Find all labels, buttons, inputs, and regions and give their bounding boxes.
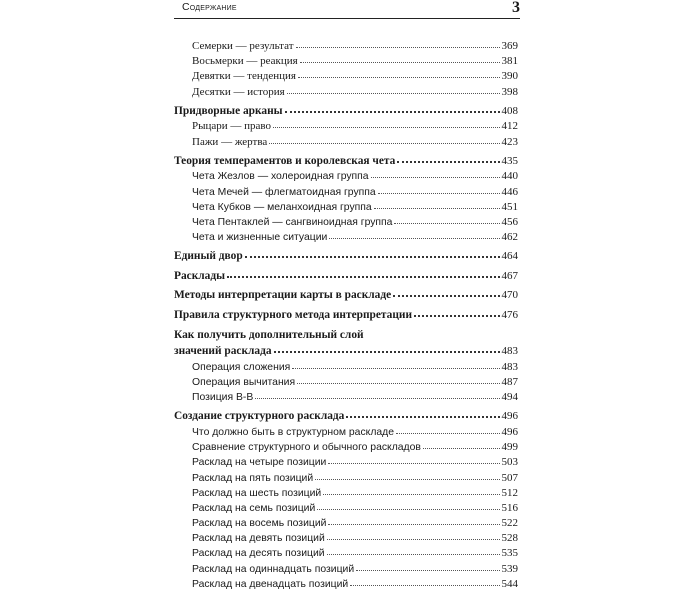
dot-leader [269, 134, 499, 144]
toc-entry-title: Девятки — тенденция [192, 70, 296, 83]
toc-entry-title: Операция сложения [192, 361, 291, 373]
dot-leader [245, 247, 500, 258]
toc-entry-title: Расклады [174, 269, 226, 282]
toc-entry [174, 486, 518, 501]
toc-entry [174, 215, 518, 230]
toc-entry-page: 451 [501, 200, 518, 213]
toc-entry-title: Сравнение структурного и обычного раскладов [192, 442, 421, 454]
toc-entry-page: 487 [501, 376, 518, 388]
toc-entry-title: Теория темпераментов и королевская чета [174, 154, 396, 167]
toc-entry-page: 381 [501, 55, 518, 68]
toc-entry-page: 516 [501, 501, 518, 514]
dot-leader [255, 389, 499, 399]
toc-entry-page: 496 [501, 425, 518, 438]
dot-leader [394, 214, 499, 224]
toc-entry [174, 200, 518, 215]
dot-leader [396, 424, 499, 434]
toc-entry-page: 507 [501, 471, 518, 484]
toc-entry-multiline [174, 327, 518, 360]
toc-entry-title: Чета Кубков — меланхоидная группа [192, 201, 372, 213]
dot-leader [356, 561, 499, 571]
toc-entry-title: Пажи — жертва [192, 135, 268, 148]
toc-entry-page: 408 [501, 104, 518, 117]
toc-entry-page: 390 [501, 70, 518, 83]
toc-entry-page: 470 [501, 289, 518, 302]
toc-entry [174, 153, 518, 170]
dot-leader [397, 152, 499, 163]
toc-entry-title: Расклад на одиннадцать позиций [192, 563, 355, 575]
dot-leader [323, 485, 499, 495]
toc-entry [174, 169, 518, 184]
toc-entry [174, 268, 518, 285]
toc-entry [174, 69, 518, 84]
toc-entry-page: 464 [501, 250, 518, 263]
toc-entry-title: Десятки — история [192, 85, 285, 98]
dot-leader [285, 102, 500, 113]
dot-leader [227, 267, 499, 278]
dot-leader [296, 38, 500, 48]
dot-leader [287, 84, 500, 94]
dot-leader [374, 199, 500, 209]
toc-entry-page: 369 [501, 40, 518, 52]
dot-leader [274, 342, 500, 353]
toc-entry-title: Методы интерпретации карты в раскладе [174, 289, 392, 302]
toc-entry-title: Расклад на пять позиций [192, 472, 314, 484]
toc-entry [174, 135, 518, 150]
running-head [174, 0, 520, 19]
toc-entry-title: Расклад на двенадцать позиций [192, 578, 349, 590]
toc-entry-page: 483 [501, 360, 518, 373]
toc-entry-title: Операция вычитания [192, 377, 296, 388]
toc-entry-page: 539 [501, 562, 518, 575]
toc-entry-title: Рыцари — право [192, 120, 272, 133]
toc-entry-title: Расклад на шесть позиций [192, 487, 322, 499]
dot-leader [346, 407, 499, 418]
toc-entry-title: Чета и жизненные ситуации [192, 232, 328, 244]
running-head-title: Содержание [182, 1, 237, 13]
table-of-contents [174, 39, 518, 592]
toc-entry-title: Что должно быть в структурном раскладе [192, 426, 395, 438]
toc-entry-page: 462 [501, 231, 518, 244]
dot-leader [414, 306, 499, 317]
toc-entry-title: Расклад на девять позиций [192, 533, 325, 545]
dot-leader [298, 68, 500, 78]
toc-entry [174, 103, 518, 120]
toc-entry-page: 440 [501, 170, 518, 183]
toc-entry [174, 425, 518, 440]
toc-entry [174, 562, 518, 577]
toc-entry [174, 440, 518, 455]
toc-entry [174, 343, 518, 360]
toc-entry-title: Создание структурного расклада [174, 410, 345, 423]
toc-entry [174, 39, 518, 54]
toc-entry-title-line1: Как получить дополнительный слой [174, 328, 364, 341]
dot-leader [328, 454, 499, 464]
dot-leader [327, 545, 500, 555]
toc-entry [174, 546, 518, 561]
toc-entry-title: Расклад на восемь позиций [192, 518, 327, 530]
toc-entry-title: значений расклада [174, 345, 272, 358]
toc-entry [174, 307, 518, 324]
toc-entry [174, 375, 518, 390]
toc-entry-title: Единый двор [174, 250, 243, 263]
toc-entry-title: Позиция В-В [192, 392, 254, 404]
dot-leader [327, 530, 500, 540]
toc-entry-page: 446 [501, 185, 518, 198]
toc-entry-title: Расклад на десять позиций [192, 548, 325, 560]
dot-leader [292, 359, 499, 369]
dot-leader [273, 118, 499, 128]
toc-entry [174, 185, 518, 200]
toc-entry-page: 528 [501, 532, 518, 545]
toc-entry-page: 483 [501, 345, 518, 358]
toc-entry-title: Восьмерки — реакция [192, 55, 298, 68]
toc-entry-page: 503 [501, 456, 518, 469]
toc-entry-page: 435 [501, 154, 518, 167]
dot-leader [328, 515, 499, 525]
dot-leader [315, 470, 499, 480]
toc-entry [174, 54, 518, 69]
toc-entry-title: Расклад на семь позиций [192, 502, 316, 514]
dot-leader [393, 286, 499, 297]
toc-entry [174, 501, 518, 516]
toc-entry [174, 287, 518, 304]
dot-leader [371, 168, 500, 178]
toc-entry-page: 476 [501, 309, 518, 322]
toc-entry-title: Чета Мечей — флегматоидная группа [192, 186, 376, 198]
toc-entry-title: Расклад на четыре позиции [192, 457, 327, 469]
toc-entry [174, 577, 518, 592]
toc-entry [174, 471, 518, 486]
toc-entry [174, 85, 518, 100]
dot-leader [297, 374, 499, 384]
dot-leader [378, 184, 500, 194]
toc-entry [174, 455, 518, 470]
toc-entry-page: 512 [501, 486, 518, 499]
toc-entry [174, 390, 518, 405]
toc-entry-page: 535 [501, 547, 518, 560]
toc-entry [174, 248, 518, 265]
toc-entry-page: 499 [501, 441, 518, 454]
book-page [174, 0, 520, 600]
toc-entry-page: 412 [501, 120, 518, 133]
dot-leader [423, 439, 500, 449]
page-number: 3 [512, 0, 520, 16]
dot-leader [350, 576, 499, 586]
toc-entry [174, 516, 518, 531]
toc-entry-page: 496 [501, 410, 518, 423]
toc-entry-page: 494 [501, 391, 518, 404]
dot-leader [300, 53, 500, 63]
toc-entry [174, 360, 518, 375]
toc-entry-page: 423 [501, 135, 518, 148]
toc-entry-title: Семерки — результат [192, 40, 294, 52]
toc-entry-page: 544 [501, 577, 518, 590]
toc-entry-title: Чета Пентаклей — сангвиноидная группа [192, 216, 393, 228]
toc-entry-page: 522 [501, 517, 518, 530]
toc-entry [174, 531, 518, 546]
toc-entry-page: 398 [501, 85, 518, 98]
toc-entry-title: Придворные арканы [174, 104, 283, 117]
toc-entry-page: 467 [501, 269, 518, 282]
toc-entry [174, 119, 518, 134]
toc-entry-page: 456 [501, 215, 518, 228]
dot-leader [317, 500, 499, 510]
toc-entry-title: Правила структурного метода интерпретации [174, 309, 413, 322]
toc-entry [174, 230, 518, 245]
toc-entry [174, 408, 518, 425]
toc-entry-title: Чета Жезлов — холероидная группа [192, 171, 369, 183]
dot-leader [329, 229, 499, 239]
